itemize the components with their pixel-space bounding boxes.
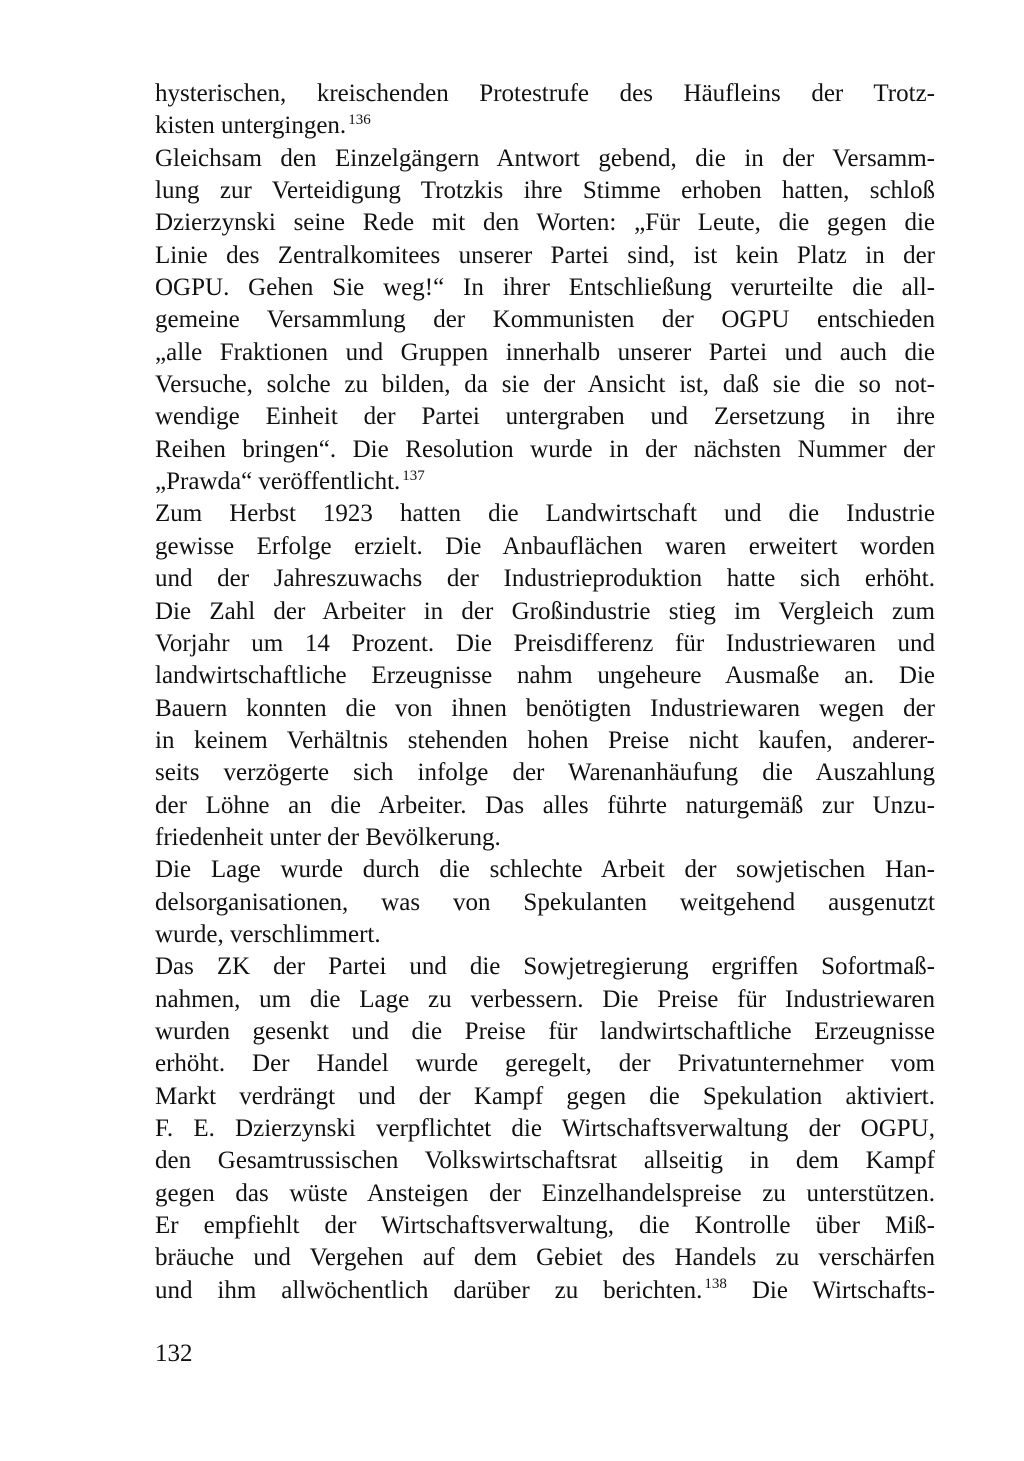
text-line [155, 1210, 935, 1242]
text-line [155, 175, 935, 207]
line-text: seits verzögerte sich infolge der Warenanhäufung die Auszahlung [155, 759, 935, 787]
text-line [155, 531, 935, 563]
text-line [155, 693, 935, 725]
text-line [155, 822, 935, 854]
line-text: gegen das wüste Ansteigen der Einzelhandelspreise zu unterstützen. [155, 1179, 935, 1207]
text-line [155, 1081, 935, 1113]
line-text: Das ZK der Partei und die Sowjetregierung ergriffen Sofortmaß- [155, 953, 935, 981]
line-text: hysterischen, kreischenden Protestrufe des Häufleins der Trotz- [155, 80, 935, 107]
text-line [155, 1113, 935, 1145]
text-line [155, 337, 935, 369]
line-text: und der Jahreszuwachs der Industrieproduktion hatte sich erhöht. [155, 565, 935, 593]
line-text: gemeine Versammlung der Kommunisten der OGPU entschieden [155, 306, 935, 334]
footnote-reference: 137 [402, 467, 425, 484]
text-line [155, 498, 935, 530]
text-line [155, 790, 935, 822]
line-text: F. E. Dzierzynski verpflichtet die Wirtschaftsverwaltung der OGPU, [155, 1115, 935, 1142]
line-text: bräuche und Vergehen auf dem Gebiet des Handels zu verschärfen [155, 1244, 935, 1272]
line-text: Vorjahr um 14 Prozent. Die Preisdifferenz für Industriewaren und [155, 629, 935, 657]
line-text: Linie des Zentralkomitees unserer Partei sind, ist kein Platz in der [155, 241, 935, 269]
text-line [155, 725, 935, 757]
line-text: den Gesamtrussischen Volkswirtschaftsrat allseitig in dem Kampf [155, 1147, 935, 1175]
text-line [155, 1242, 935, 1274]
line-text: lung zur Verteidigung Trotzkis ihre Stimme erhoben hatten, schloß [155, 177, 935, 205]
text-line [155, 78, 935, 110]
text-line [155, 854, 935, 886]
line-text: nahmen, um die Lage zu verbessern. Die Preise für Industriewaren [155, 985, 935, 1013]
text-line [155, 240, 935, 272]
text-line [155, 143, 935, 175]
text-line [155, 563, 935, 595]
line-text: Versuche, solche zu bilden, da sie der Ansicht ist, daß sie die so not- [155, 371, 935, 399]
line-text: und ihm allwöchentlich darüber zu berichten. [155, 1276, 703, 1304]
line-text: Die Zahl der Arbeiter in der Großindustrie stieg im Vergleich zum [155, 597, 935, 625]
text-line [155, 757, 935, 789]
line-text: erhöht. Der Handel wurde geregelt, der Privatunternehmer vom [155, 1050, 935, 1078]
line-text: wurde, verschlimmert. [155, 920, 381, 948]
line-text: kisten untergingen. [155, 112, 347, 140]
footnote-reference: 136 [348, 112, 371, 129]
text-line [155, 110, 935, 142]
line-text: friedenheit unter der Bevölkerung. [155, 823, 501, 851]
line-text: Dzierzynski seine Rede mit den Worten: „Für Leute, die gegen die [155, 209, 935, 237]
body-text [155, 78, 935, 1307]
text-line [155, 887, 935, 919]
line-text: Zum Herbst 1923 hatten die Landwirtschaft und die Industrie [155, 500, 935, 528]
line-text: Markt verdrängt und der Kampf gegen die Spekulation aktiviert. [155, 1082, 935, 1110]
line-text: landwirtschaftliche Erzeugnisse nahm ungeheure Ausmaße an. Die [155, 662, 935, 690]
line-text: „alle Fraktionen und Gruppen innerhalb unserer Partei und auch die [155, 338, 935, 366]
line-text: Bauern konnten die von ihnen benötigten Industriewaren wegen der [155, 694, 935, 722]
text-line [155, 304, 935, 336]
text-line [155, 1016, 935, 1048]
line-text: wurden gesenkt und die Preise für landwirtschaftliche Erzeugnisse [155, 1017, 935, 1045]
text-line [155, 369, 935, 401]
text-line [155, 919, 935, 951]
line-text: „Prawda“ veröffentlicht. [155, 468, 401, 496]
text-line [155, 272, 935, 304]
text-line [155, 207, 935, 239]
line-text: wendige Einheit der Partei untergraben und Zersetzung in ihre [155, 403, 935, 431]
line-text: delsorganisationen, was von Spekulanten weitgehend ausgenutzt [155, 888, 935, 916]
line-text: in keinem Verhältnis stehenden hohen Preise nicht kaufen, anderer- [155, 726, 935, 754]
text-line [155, 434, 935, 466]
line-text: der Löhne an die Arbeiter. Das alles führte naturgemäß zur Unzu- [155, 791, 935, 819]
text-line [155, 1048, 935, 1080]
line-text: gewisse Erfolge erzielt. Die Anbauflächen waren erweitert worden [155, 532, 935, 560]
text-line [155, 660, 935, 692]
page-number: 132 [155, 1340, 193, 1367]
text-line [155, 466, 935, 498]
line-text: Die Lage wurde durch die schlechte Arbeit der sowjetischen Han- [155, 856, 935, 884]
line-text: Gleichsam den Einzelgängern Antwort gebend, die in der Versamm- [155, 144, 935, 172]
line-text: OGPU. Gehen Sie weg!“ In ihrer Entschließung verurteilte die all- [155, 274, 935, 302]
line-text-continuation: Die Wirtschafts- [726, 1276, 935, 1304]
text-line [155, 401, 935, 433]
text-line [155, 596, 935, 628]
line-text: Reihen bringen“. Die Resolution wurde in der nächsten Nummer der [155, 435, 935, 463]
line-text: Er empfiehlt der Wirtschaftsverwaltung, die Kontrolle über Miß- [155, 1212, 935, 1240]
text-line [155, 984, 935, 1016]
text-line [155, 951, 935, 983]
text-line [155, 1145, 935, 1177]
footnote-reference: 138 [704, 1276, 727, 1293]
text-line [155, 1275, 935, 1307]
text-line [155, 1178, 935, 1210]
text-line [155, 628, 935, 660]
